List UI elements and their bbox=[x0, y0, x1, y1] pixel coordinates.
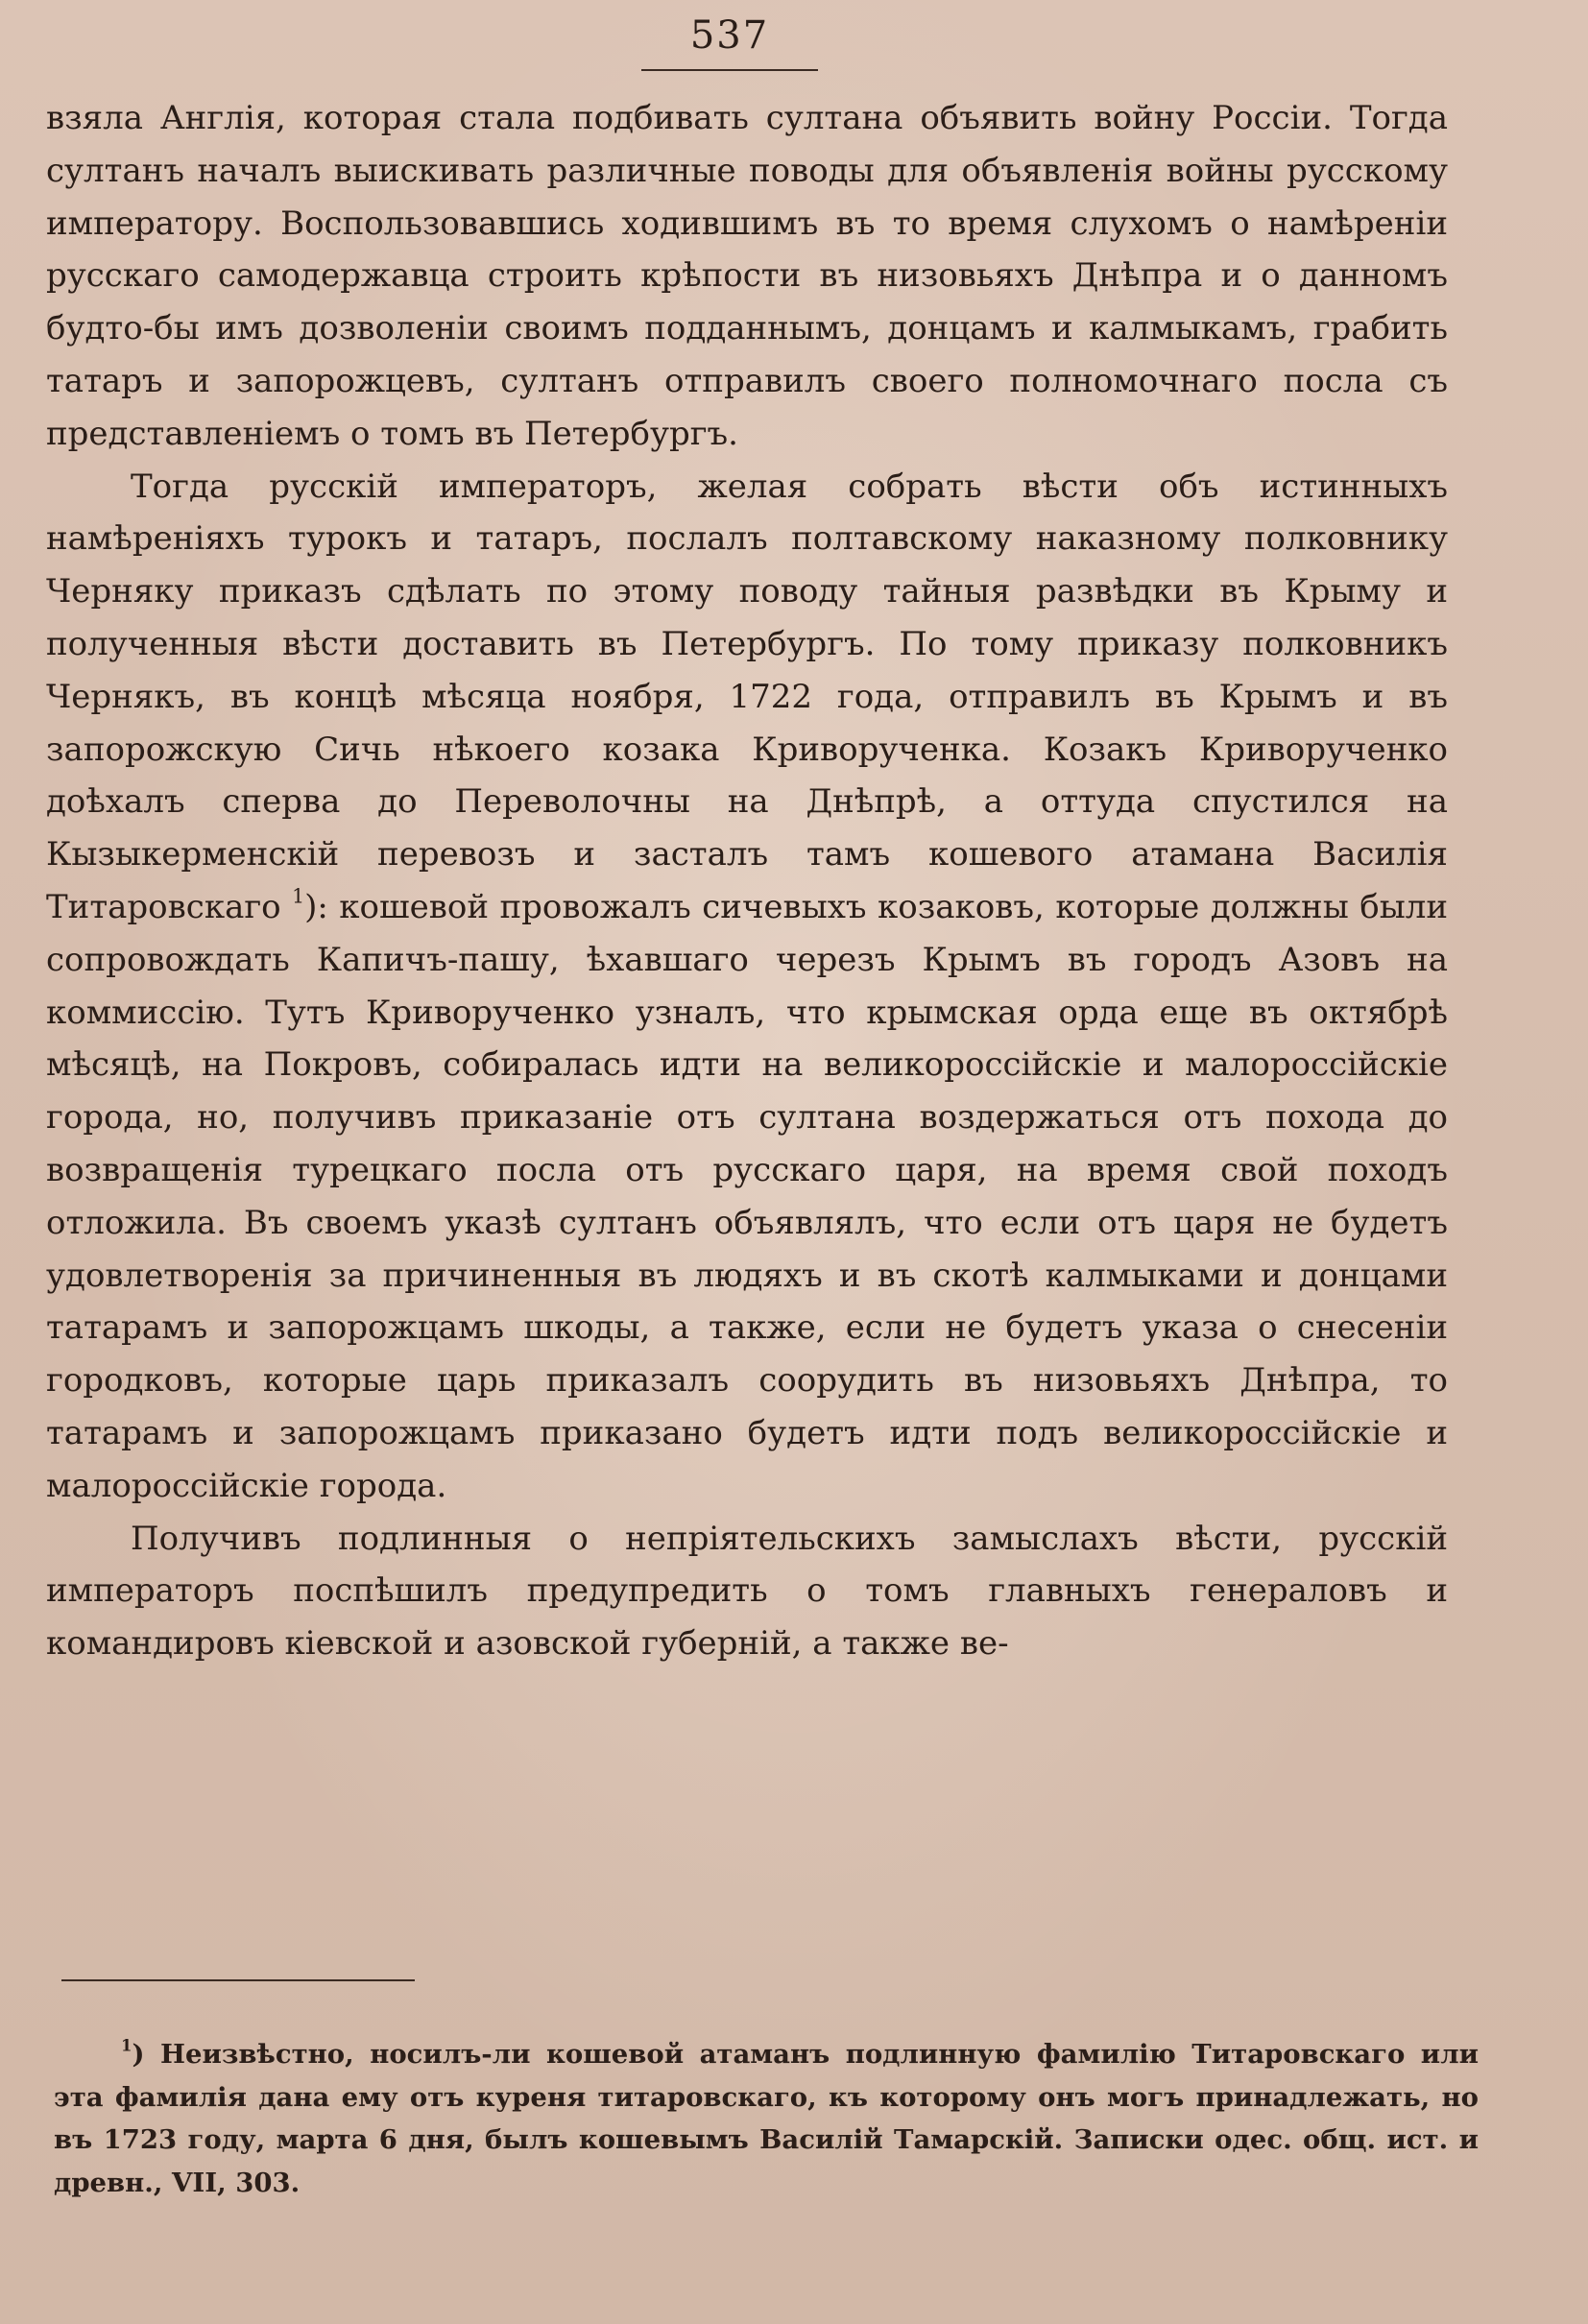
paragraph-1: взяла Англія, которая стала подбивать султана объявить войну Россіи. Тогда султанъ началъ выискивать различные поводы для объявленія войны русскому императору. Воспользовавшись ходившимъ въ то время слухомъ о намѣреніи русскаго самодержавца строить крѣпости въ низовьяхъ Днѣпра и о данномъ будто-бы имъ дозволеніи своимъ подданнымъ, донцамъ и калмыкамъ, грабить татаръ и запорожцевъ, султанъ отправилъ своего полномочнаго посла съ представленіемъ о томъ въ Петербургъ. bbox=[46, 99, 1448, 453]
footnote bbox=[54, 2033, 1479, 2204]
footnote-reference: 1 bbox=[292, 884, 305, 908]
footnote-text: ) Неизвѣстно, носилъ-ли кошевой атаманъ подлинную фамилію Титаровскаго или эта фамилія дана ему отъ куреня титаровскаго, къ которому онъ могъ принадлежать, но въ 1723 году, марта 6 дня, былъ кошевымъ Василій Тамарскій. Записки одес. общ. ист. и древн., VII, 303. bbox=[54, 2039, 1479, 2198]
footnote-mark: 1 bbox=[121, 2036, 132, 2055]
paragraph-2-part-1: Тогда русскій императоръ, желая собрать вѣсти объ истинныхъ намѣреніяхъ турокъ и татаръ, послалъ полтавскому наказному полковнику Черняку приказъ сдѣлать по этому поводу тайныя развѣдки въ Крыму и полученныя вѣсти доставить въ Петербургъ. По тому приказу полковникъ Чернякъ, въ концѣ мѣсяца ноября, 1722 года, отправилъ въ Крымъ и въ запорожскую Сичь нѣкоего козака Криворученка. Козакъ Криворученко доѣхалъ сперва до Переволочны на Днѣпрѣ, а оттуда спустился на Кызыкерменскій перевозъ и засталъ тамъ кошевого атамана Василія Титаровскаго bbox=[46, 467, 1448, 926]
paragraph-2 bbox=[46, 461, 1448, 1513]
page-number: 537 bbox=[689, 13, 770, 58]
page-number-rule bbox=[641, 69, 818, 71]
body-text bbox=[46, 92, 1448, 1670]
paragraph-3: Получивъ подлинныя о непріятельскихъ замыслахъ вѣсти, русскій императоръ поспѣшилъ предупредить о томъ главныхъ генераловъ и командировъ кіевской и азовской губерній, а также ве- bbox=[46, 1519, 1448, 1664]
paragraph-2-part-2: ): кошевой провожалъ сичевыхъ козаковъ, которые должны были сопровождать Капичъ-пашу, ѣхавшаго черезъ Крымъ въ городъ Азовъ на коммиссію. Тутъ Криворученко узналъ, что крымская орда еще въ октябрѣ мѣсяцѣ, на Покровъ, собиралась идти на великороссійскіе и малороссійскіе города, но, получивъ приказаніе отъ султана воздержаться отъ похода до возвращенія турецкаго посла отъ русскаго царя, на время свой походъ отложила. Въ своемъ указѣ султанъ объявлялъ, что если отъ царя не будетъ удовлетворенія за причиненныя въ людяхъ и въ скотѣ калмыками и донцами татарамъ и запорожцамъ шкоды, а также, если не будетъ указа о снесеніи городковъ, которые царь приказалъ соорудить въ низовьяхъ Днѣпра, то татарамъ и запорожцамъ приказано будетъ идти подъ великороссійскіе и малороссійскіе города. bbox=[46, 887, 1449, 1505]
footnote-rule bbox=[61, 1979, 415, 1981]
